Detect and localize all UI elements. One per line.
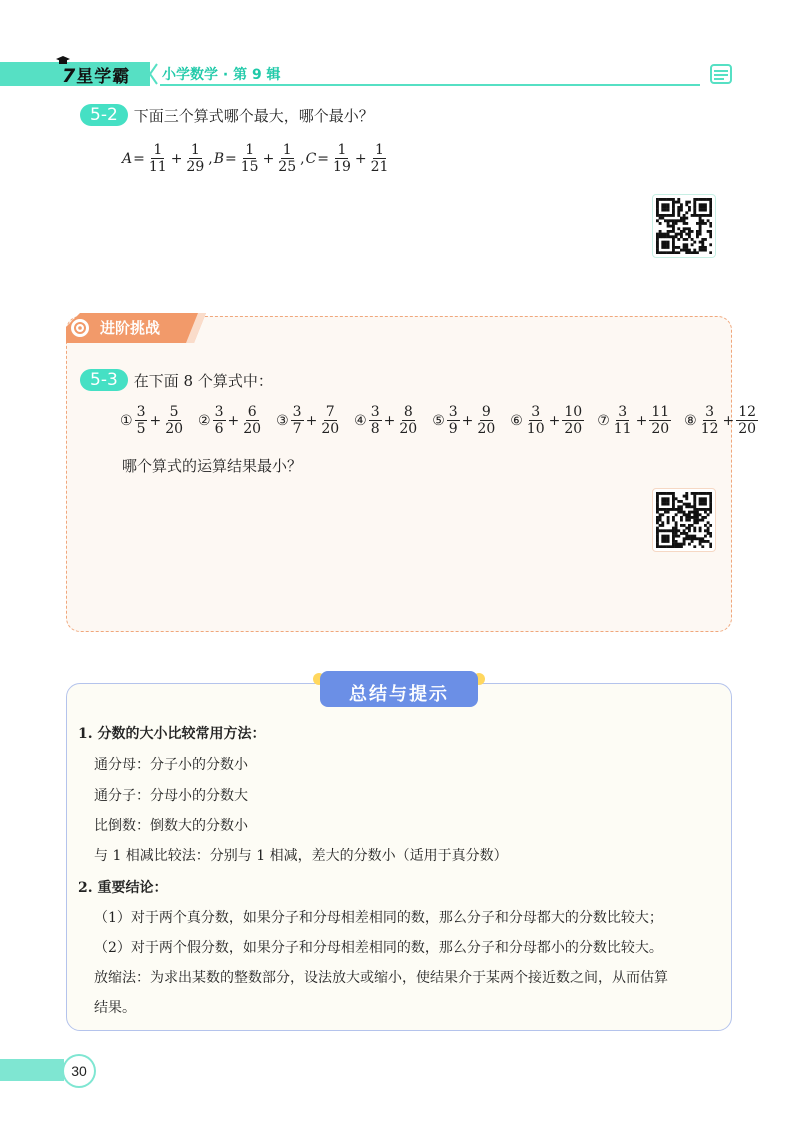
item-label: ④ <box>354 412 367 429</box>
fraction <box>562 404 584 437</box>
fraction-numerator: 1 <box>337 142 347 158</box>
equals-sign: = <box>317 150 330 167</box>
fraction-numerator: 11 <box>651 404 670 420</box>
footer-band <box>0 1059 64 1081</box>
fraction <box>239 142 261 175</box>
item-label: ② <box>198 412 211 429</box>
fraction <box>213 404 226 437</box>
fraction-denominator: 8 <box>370 421 380 438</box>
fraction-numerator: 9 <box>481 404 491 420</box>
fraction-numerator: 3 <box>292 404 302 420</box>
fraction <box>291 404 304 437</box>
page-number: 30 <box>64 1056 94 1086</box>
conclusion-improper-fractions: （2）对于两个假分数，如果分子和分母相差相同的数，那么分子和分母都小的分数比较大。 <box>94 940 663 956</box>
fraction <box>649 404 671 437</box>
fraction-numerator: 3 <box>705 404 715 420</box>
fraction <box>135 404 148 437</box>
fraction-denominator: 20 <box>477 421 496 438</box>
fraction-numerator: 3 <box>448 404 458 420</box>
fraction <box>276 142 298 175</box>
fraction-numerator: 1 <box>190 142 200 158</box>
qr-code[interactable] <box>652 194 716 258</box>
plus-sign: + <box>227 412 240 429</box>
fraction <box>369 404 382 437</box>
brand-logo <box>62 62 130 87</box>
plus-sign: + <box>305 412 318 429</box>
expression-item <box>276 404 342 437</box>
fraction <box>736 404 758 437</box>
fraction <box>525 404 547 437</box>
plus-sign: + <box>262 150 275 167</box>
fraction <box>319 404 341 437</box>
fraction <box>369 142 391 175</box>
expression-item <box>120 404 186 437</box>
plus-sign: + <box>170 150 183 167</box>
question-badge: 5-3 <box>80 369 128 391</box>
plus-sign: + <box>548 412 561 429</box>
brand-number: 7 <box>62 65 77 87</box>
fraction-numerator: 10 <box>564 404 583 420</box>
scaling-method-line-2: 结果。 <box>94 1000 136 1016</box>
fraction-numerator: 6 <box>247 404 257 420</box>
fraction-numerator: 3 <box>370 404 380 420</box>
qr-code-icon <box>656 492 712 548</box>
fraction-denominator: 11 <box>613 421 632 438</box>
fraction-denominator: 21 <box>370 159 389 176</box>
expression-item <box>510 404 585 437</box>
question-text: 在下面 8 个算式中： <box>133 371 273 390</box>
fraction-denominator: 12 <box>700 421 719 438</box>
question-5-2 <box>80 104 374 126</box>
header-subtitle: 小学数学 · 第 9 辑 <box>162 67 281 83</box>
fraction-denominator: 7 <box>292 421 302 438</box>
fraction-denominator: 5 <box>136 421 146 438</box>
fraction-numerator: 5 <box>169 404 179 420</box>
question-5-2-expression <box>122 142 391 175</box>
fraction <box>331 142 353 175</box>
fraction-numerator: 12 <box>738 404 757 420</box>
plus-sign: + <box>461 412 474 429</box>
fraction <box>184 142 206 175</box>
separator: , <box>208 150 213 167</box>
fraction-denominator: 20 <box>399 421 418 438</box>
expression-item <box>684 404 759 437</box>
fraction <box>447 404 460 437</box>
fraction <box>612 404 634 437</box>
fraction-denominator: 15 <box>240 159 259 176</box>
challenge-expressions <box>120 404 771 437</box>
fraction <box>475 404 497 437</box>
fraction-denominator: 29 <box>186 159 205 176</box>
item-label: ⑧ <box>684 412 697 429</box>
variable: B <box>213 150 224 167</box>
item-label: ⑥ <box>510 412 523 429</box>
plus-sign: + <box>149 412 162 429</box>
summary-title: 总结与提示 <box>349 684 449 705</box>
target-icon <box>68 316 92 340</box>
plus-sign: + <box>722 412 735 429</box>
fraction-numerator: 8 <box>403 404 413 420</box>
qr-code[interactable] <box>652 488 716 552</box>
fraction-numerator: 1 <box>153 142 163 158</box>
fraction <box>147 142 169 175</box>
method-common-denominator: 通分母：分子小的分数小 <box>94 757 248 773</box>
header-rule <box>160 84 700 86</box>
expression-item <box>354 404 420 437</box>
fraction-denominator: 6 <box>214 421 224 438</box>
fraction-numerator: 3 <box>214 404 224 420</box>
separator: , <box>300 150 305 167</box>
fraction-numerator: 1 <box>375 142 384 158</box>
challenge-title: 进阶挑战 <box>100 319 161 337</box>
fraction-denominator: 25 <box>278 159 297 176</box>
variable: C <box>305 150 317 167</box>
graduation-cap-icon <box>56 56 70 66</box>
question-5-3 <box>80 369 273 391</box>
brand-name: 星学霸 <box>76 67 131 87</box>
fraction-numerator: 3 <box>136 404 146 420</box>
item-label: ③ <box>276 412 289 429</box>
plus-sign: + <box>354 150 367 167</box>
fraction <box>163 404 185 437</box>
fraction-numerator: 7 <box>325 404 335 420</box>
method-subtract-from-one: 与 1 相减比较法：分别与 1 相减，差大的分数小（适用于真分数） <box>94 848 508 864</box>
method-common-numerator: 通分子：分母小的分数大 <box>94 788 248 804</box>
fraction-denominator: 20 <box>243 421 262 438</box>
fraction <box>397 404 419 437</box>
fraction-numerator: 3 <box>618 404 628 420</box>
question-badge: 5-2 <box>80 104 128 126</box>
summary-heading-1: 1. 分数的大小比较常用方法： <box>78 726 266 742</box>
expression-item <box>198 404 264 437</box>
item-label: ⑤ <box>432 412 445 429</box>
plus-sign: + <box>383 412 396 429</box>
fraction-denominator: 10 <box>526 421 545 438</box>
plus-sign: + <box>635 412 648 429</box>
fraction-denominator: 20 <box>738 421 757 438</box>
fraction <box>699 404 721 437</box>
question-text: 下面三个算式哪个最大，哪个最小？ <box>133 106 374 125</box>
fraction <box>241 404 263 437</box>
header-chevron-icon <box>148 63 158 85</box>
fraction-denominator: 20 <box>321 421 340 438</box>
fraction-denominator: 20 <box>165 421 184 438</box>
summary-heading-2: 2. 重要结论： <box>78 880 168 896</box>
scaling-method-line-1: 放缩法：为求出某数的整数部分，设法放大或缩小，使结果介于某两个接近数之间，从而估算 <box>94 970 668 986</box>
item-label: ⑦ <box>597 412 610 429</box>
item-label: ① <box>120 412 133 429</box>
equals-sign: = <box>225 150 237 167</box>
challenge-question: 哪个算式的运算结果最小？ <box>122 457 303 475</box>
book-icon <box>708 62 734 86</box>
conclusion-proper-fractions: （1）对于两个真分数，如果分子和分母相差相同的数，那么分子和分母都大的分数比较大； <box>94 910 663 926</box>
qr-code-icon <box>656 198 712 254</box>
fraction-denominator: 19 <box>333 159 351 176</box>
fraction-denominator: 9 <box>448 421 458 438</box>
fraction-denominator: 20 <box>564 421 583 438</box>
fraction-denominator: 20 <box>651 421 670 438</box>
method-reciprocal: 比倒数：倒数大的分数小 <box>94 818 248 834</box>
fraction-numerator: 3 <box>531 404 541 420</box>
fraction-denominator: 11 <box>148 159 167 176</box>
fraction-numerator: 1 <box>282 142 292 158</box>
fraction-numerator: 1 <box>245 142 255 158</box>
expression-item <box>597 404 672 437</box>
equals-sign: = <box>133 150 145 167</box>
expression-item <box>432 404 498 437</box>
variable: A <box>122 150 133 167</box>
